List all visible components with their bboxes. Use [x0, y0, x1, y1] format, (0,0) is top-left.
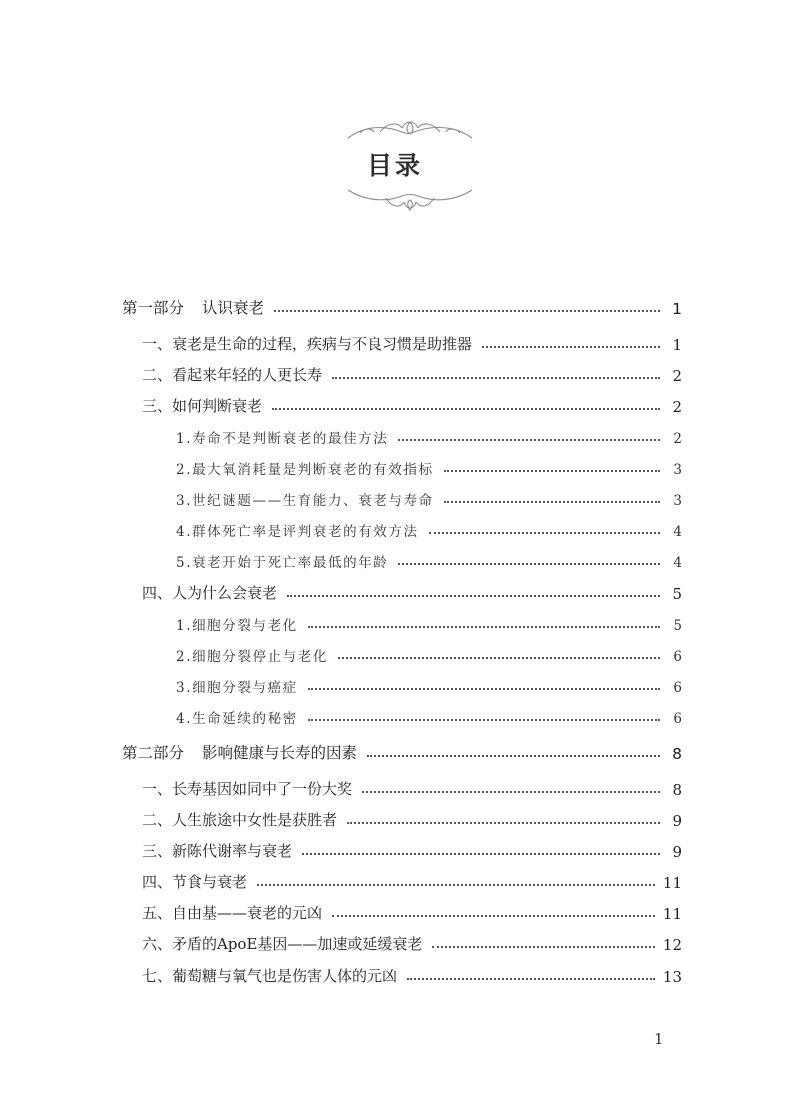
page-number: 1	[654, 1030, 664, 1048]
toc-entry-title	[176, 614, 298, 634]
toc-section-entry	[142, 777, 682, 799]
dot-leader	[332, 377, 660, 379]
toc-part-label: 第一部分	[122, 299, 185, 317]
toc-page-number: 13	[662, 968, 682, 986]
dot-leader	[274, 310, 660, 312]
toc-subsection-entry	[176, 549, 682, 571]
toc-part-entry	[122, 296, 682, 318]
toc-page-number: 11	[662, 874, 682, 892]
toc-page-number: 5	[672, 585, 682, 603]
toc-section-entry	[142, 901, 682, 923]
dot-leader	[429, 532, 660, 534]
toc-entry-text: 4.群体死亡率是评判衰老的有效方法	[176, 524, 419, 540]
toc-entry-title	[142, 965, 397, 986]
toc-entry-text: 1.细胞分裂与老化	[176, 618, 298, 634]
toc-entry-text: 三、如何判断衰老	[142, 397, 263, 415]
toc-page-number: 1	[672, 300, 682, 318]
toc-page-number: 12	[662, 936, 682, 954]
toc-page-number: 2	[673, 431, 682, 447]
toc-subsection-entry	[176, 612, 682, 634]
toc-entry-title	[142, 809, 337, 830]
dot-leader	[338, 657, 660, 659]
toc-subsection-entry	[176, 456, 682, 478]
toc-entry-title	[142, 582, 277, 603]
toc-subsection-entry	[176, 705, 682, 727]
toc-page-number: 1	[672, 336, 682, 354]
toc-entry-title	[176, 489, 434, 509]
toc-entry-title	[142, 778, 352, 799]
toc-entry-title	[142, 871, 247, 892]
dot-leader	[362, 791, 660, 793]
toc-entry-title	[176, 551, 388, 571]
toc-subsection-entry	[176, 518, 682, 540]
dot-leader	[482, 346, 660, 348]
toc-page-number: 5	[673, 618, 682, 634]
dot-leader	[347, 822, 660, 824]
toc-entry-title	[142, 364, 322, 385]
toc-page-number: 8	[672, 781, 682, 799]
toc-entry-text: 2.细胞分裂停止与老化	[176, 649, 328, 665]
toc-page-number: 6	[673, 680, 682, 696]
dot-leader	[444, 501, 660, 503]
toc-entry-text: 一、长寿基因如同中了一份大奖	[142, 780, 353, 798]
toc-entry-title	[176, 707, 298, 727]
dot-leader	[302, 853, 660, 855]
toc-entry-title	[122, 741, 357, 763]
dot-leader	[398, 439, 660, 441]
dot-leader	[407, 978, 655, 980]
dot-leader	[257, 884, 655, 886]
dot-leader	[272, 408, 660, 410]
toc-subsection-entry	[176, 425, 682, 447]
toc-entry-text: 2.最大氧消耗量是判断衰老的有效指标	[176, 462, 434, 478]
toc-entry-text: 4.生命延续的秘密	[176, 711, 298, 727]
toc-page-number: 3	[673, 493, 682, 509]
dot-leader	[367, 755, 660, 757]
toc-part-label: 第二部分	[122, 744, 185, 762]
toc-entry-title	[142, 395, 262, 416]
toc-section-entry	[142, 870, 682, 892]
toc-entry-text: 三、新陈代谢率与衰老	[142, 842, 293, 860]
toc-entry-title	[142, 902, 322, 923]
toc-entry-title	[176, 520, 419, 540]
toc-entry-text: 七、葡萄糖与氧气也是伤害人体的元凶	[142, 967, 398, 985]
toc-entry-text: 二、人生旅途中女性是获胜者	[142, 811, 338, 829]
toc-section-entry	[142, 581, 682, 603]
toc-entry-text: 认识衰老	[202, 299, 265, 317]
dot-leader	[444, 470, 660, 472]
toc-entry-text: 1.寿命不是判断衰老的最佳方法	[176, 431, 389, 447]
toc-entry-title	[142, 333, 472, 354]
toc-entry-text: 二、看起来年轻的人更长寿	[142, 366, 323, 384]
toc-entry-text: 一、衰老是生命的过程，疾病与不良习惯是助推器	[142, 335, 473, 353]
toc-section-entry	[142, 964, 682, 986]
toc-entry-title	[142, 933, 422, 954]
toc-section-entry	[142, 808, 682, 830]
toc-entry-title	[142, 840, 292, 861]
toc-entry-text: 四、人为什么会衰老	[142, 584, 278, 602]
toc-section-entry	[142, 332, 682, 354]
toc-entry-text: 影响健康与长寿的因素	[202, 744, 358, 762]
toc-entry-title	[122, 296, 264, 318]
toc-entry-text: 五、自由基——衰老的元凶	[142, 904, 323, 922]
dot-leader	[332, 915, 655, 917]
dot-leader	[432, 946, 654, 948]
dot-leader	[398, 563, 660, 565]
toc-page-number: 6	[673, 649, 682, 665]
toc-page-number: 2	[672, 398, 682, 416]
toc-page-number: 3	[673, 462, 682, 478]
toc-entry-text: 5.衰老开始于死亡率最低的年龄	[176, 555, 389, 571]
toc-page-number: 9	[672, 812, 682, 830]
toc-page-number: 8	[672, 745, 682, 763]
toc-entry-text: 四、节食与衰老	[142, 873, 248, 891]
dot-leader	[308, 688, 660, 690]
toc-page-number: 4	[673, 555, 682, 571]
toc-page-number: 9	[672, 843, 682, 861]
toc-entry-title	[176, 458, 434, 478]
toc-section-entry	[142, 932, 682, 954]
toc-entry-text: 3.细胞分裂与癌症	[176, 680, 298, 696]
toc-entry-text: 六、矛盾的ApoE基因——加速或延缓衰老	[142, 935, 423, 953]
toc-subsection-entry	[176, 487, 682, 509]
toc-page-number: 4	[673, 524, 682, 540]
toc-entry-title	[176, 645, 328, 665]
toc-entry-title	[176, 427, 388, 447]
page-title: 目录	[366, 151, 423, 180]
toc-page-number: 6	[673, 711, 682, 727]
toc-section-entry	[142, 839, 682, 861]
toc-entry-text: 3.世纪谜题——生育能力、衰老与寿命	[176, 493, 434, 509]
toc-section-entry	[142, 363, 682, 385]
toc-section-entry	[142, 394, 682, 416]
dot-leader	[308, 719, 660, 721]
toc-part-entry	[122, 741, 682, 763]
toc-entry-title	[176, 676, 298, 696]
toc-page-number: 2	[672, 367, 682, 385]
toc-subsection-entry	[176, 643, 682, 665]
toc-subsection-entry	[176, 674, 682, 696]
dot-leader	[287, 595, 660, 597]
dot-leader	[308, 626, 660, 628]
toc-page-number: 11	[662, 905, 682, 923]
